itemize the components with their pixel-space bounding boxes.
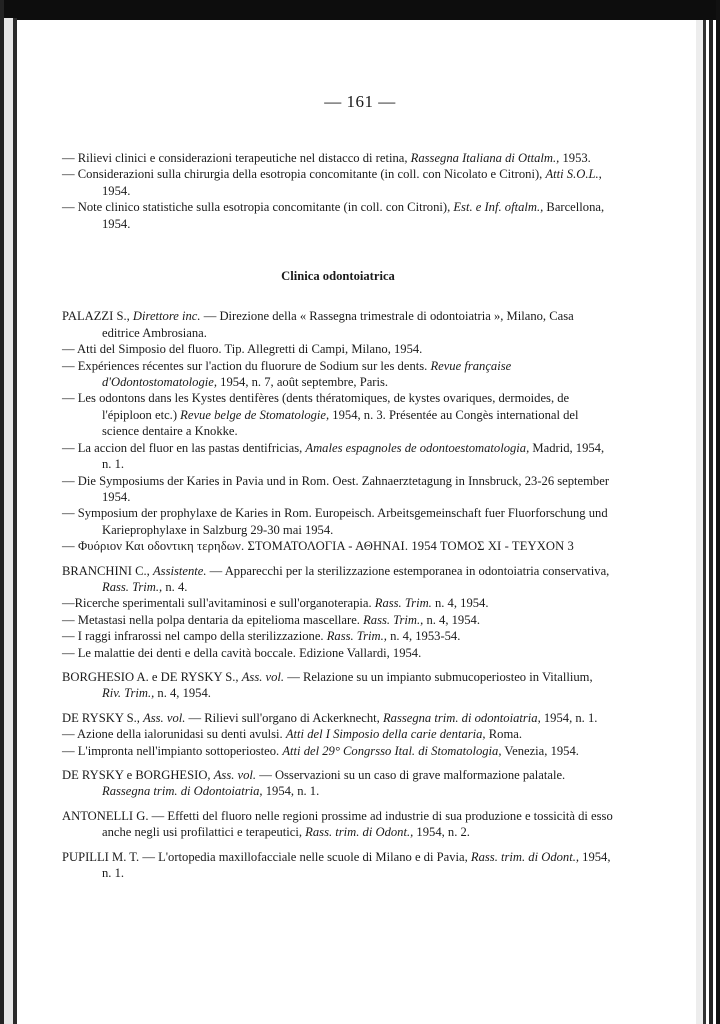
entry-role: Assistente. [152,563,207,578]
entry-details: n. 4, 1953-54. [386,629,461,644]
bibliography-entry [62,199,614,232]
entry-journal: Rass. trim. di Odont., [305,825,414,840]
entry-role: Ass. vol. [241,669,285,684]
spacer [62,759,614,767]
entry-journal: Rassegna Italiana di Ottalm., [410,151,560,165]
entry-details: n. 4. [162,579,188,594]
entry-text: — Die Symposiums der Karies in Pavia und in Rom. Oest. Zahnaerztetagung in Innsbruck, 23-26 september 1954. [62,473,610,504]
entry-details: n. 4, 1954. [154,686,211,701]
entry-details: — Relazione su un impianto submucoperiosteo in Vitallium, [284,669,593,684]
entry-author: DE RYSKY e BORGHESIO, [62,768,214,782]
author-group-derysky-borghesio [62,767,614,800]
entry-text: — Symposium der prophylaxe de Karies in Rom. Europeisch. Arbeitsgemeinschaft fuer Fluorforschung und Karieprophylaxe in Salzburg 29-30 mai 1954. [62,506,608,537]
entry-details: 1954, n. 1. [102,849,611,881]
scan-right-edge-line [709,20,713,1024]
entry-details: 1954, n. 3. Présentée au Congès international del science dentaire a Knokke. [102,407,579,439]
author-group-borghesio-derysky [62,669,614,702]
scan-binding-shadow [4,18,13,1024]
author-group-derysky [62,710,614,759]
bibliography-entry [62,308,614,341]
author-group-branchini [62,563,614,661]
entry-author: BORGHESIO A. e DE RYSKY S., [62,669,242,684]
entry-details: — Rilievi sull'organo di Ackerknecht, [185,710,383,725]
document-body [62,150,614,881]
entry-details: — Osservazioni su un caso di grave malformazione palatale. [256,768,566,782]
bibliography-entry [62,743,614,759]
bibliography-entry [62,150,614,166]
entry-text: — Note clinico statistiche sulla esotropia concomitante (in coll. con Citroni), [62,200,454,215]
entry-journal: Rassegna trim. di odontoiatria, [382,710,541,725]
bibliography-entry [62,767,614,800]
entry-journal: Amales espagnoles de odontoestomatologia, [305,440,530,455]
entry-author-and-title: ANTONELLI G. — Effetti del fluoro nelle regioni prossime ad industrie di sua produzione e tossicità di esso anche negli usi profilattici e terapeutici, [62,808,613,840]
bibliography-entry [62,849,614,882]
entry-text: — Atti del Simposio del fluoro. Tip. Allegretti di Campi, Milano, 1954. [62,342,423,357]
entry-text: — Rilievi clinici e considerazioni terapeutiche nel distacco di retina, [62,151,411,165]
spacer [62,841,614,849]
bibliography-entry [62,628,614,644]
entry-journal: Riv. Trim., [102,686,155,701]
bibliography-entry [62,563,614,596]
entry-text: — Le malattie dei denti e della cavità boccale. Edizione Vallardi, 1954. [62,645,422,660]
scan-right-edge-line [716,0,720,1024]
entry-role: Ass. vol. [143,710,186,725]
entry-journal: Revue belge de Stomatologie, [180,407,330,422]
spacer [62,800,614,808]
scan-right-edge-line [703,20,706,1024]
entry-text: — L'impronta nell'impianto sottoperiosteo. [62,743,283,758]
author-group-antonelli [62,808,614,841]
entry-details: n. 4, 1954. [431,596,489,611]
entry-author: DE RYSKY S., [62,710,144,725]
bibliography-entry [62,669,614,702]
entry-text: — Les odontons dans les Kystes dentifères (dents thératomiques, de kystes ovariques, dermoides, de l'épiploon etc.) [62,391,570,422]
bibliography-entry [62,710,614,726]
bibliography-entry [62,166,614,199]
bibliography-entry [62,473,614,506]
entry-text: —Ricerche sperimentali sull'avitaminosi e sull'organoterapia. [62,596,375,611]
entry-details: — Apparecchi per la sterilizzazione estemporanea in odontoiatria conservativa, [206,563,610,578]
section-heading: Clinica odontoiatrica [281,269,395,284]
entry-text: — La accion del fluor en las pastas dentifricias, [62,440,306,455]
entry-details: — Direzione della « Rassegna trimestrale di odontoiatria », Milano, Casa editrice Ambrosiana. [102,309,574,340]
entry-details: n. 4, 1954. [423,612,480,627]
bibliography-entry [62,505,614,538]
author-group-palazzi [62,308,614,554]
spacer [62,661,614,669]
bibliography-entry-greek [62,538,614,554]
entry-details: Roma. [485,727,522,742]
entry-role: Direttore inc. [132,309,201,324]
bibliography-entry [62,390,614,439]
entry-details: Venezia, 1954. [501,743,579,758]
entry-journal: Rass. Trim. [374,596,432,611]
entry-text: — Φυόριον Και οδοντικη τερηδων. ΣΤΟΜΑΤΟΛΟΓΙΑ - ΑΘΗΝΑΙ. 1954 ΤΟΜΟΣ ΧΙ - ΤΕΥΧΟΝ 3 [62,539,574,554]
entry-journal: Rassegna trim. di Odontoiatria, [102,784,263,799]
entry-author-and-title: PUPILLI M. T. — L'ortopedia maxillofacciale nelle scuole di Milano e di Pavia, [62,849,471,864]
entry-details: Barcellona, 1954. [102,200,605,231]
entry-text: — Considerazioni sulla chirurgia della esotropia concomitante (in coll. con Nicolato e Citroni), [62,167,546,182]
entry-journal: Atti del I Simposio della carie dentaria, [285,727,486,742]
entry-journal: Rass. Trim., [363,612,424,627]
bibliography-entry [62,808,614,841]
entry-journal: Rass. Trim., [326,629,387,644]
scan-right-shadow [696,20,703,1024]
entry-journal: Revue française d'Odontostomatologie, [102,358,512,390]
entry-journal: Rass. Trim., [102,579,163,594]
entry-details: 1954, n. 7, août septembre, Paris. [217,375,389,390]
entry-details: 1953. [559,151,591,165]
entry-details: Madrid, 1954, n. 1. [102,440,605,472]
entry-text: — Expériences récentes sur l'action du fluorure de Sodium sur les dents. [62,358,431,373]
entry-author: BRANCHINI C., [62,563,153,578]
bibliography-entry [62,341,614,357]
entry-details: 1954, n. 2. [413,825,470,840]
entry-text: — Metastasi nella polpa dentaria da epitelioma mascellare. [62,612,364,627]
entry-journal: Atti del 29° Congrsso Ital. di Stomatologia, [282,743,502,758]
entry-details: 1954, n. 1. [540,710,598,725]
bibliography-entry [62,726,614,742]
entry-details: 1954, n. 1. [262,784,320,799]
entry-role: Ass. vol. [213,768,257,782]
entry-journal: Rass. trim. di Odont., [470,849,580,864]
bibliography-entry [62,645,614,661]
spacer [62,555,614,563]
author-group-pupilli [62,849,614,882]
scan-binding-line [13,18,17,1024]
top-entries [62,150,614,232]
entry-text: — I raggi infrarossi nel campo della sterilizzazione. [62,629,327,644]
bibliography-entry [62,595,614,611]
page-number: — 161 — [324,92,396,111]
bibliography-entry [62,358,614,391]
scan-top-edge [0,0,720,20]
entry-journal: Est. e Inf. oftalm., [453,200,544,215]
spacer [62,702,614,710]
entry-journal: Atti S.O.L., [545,167,602,182]
bibliography-entry [62,612,614,628]
entry-details: 1954. [102,183,131,198]
bibliography-entry [62,440,614,473]
entry-text: — Azione della ialorunidasi su denti avulsi. [62,727,286,742]
entry-author: PALAZZI S., [62,309,133,324]
